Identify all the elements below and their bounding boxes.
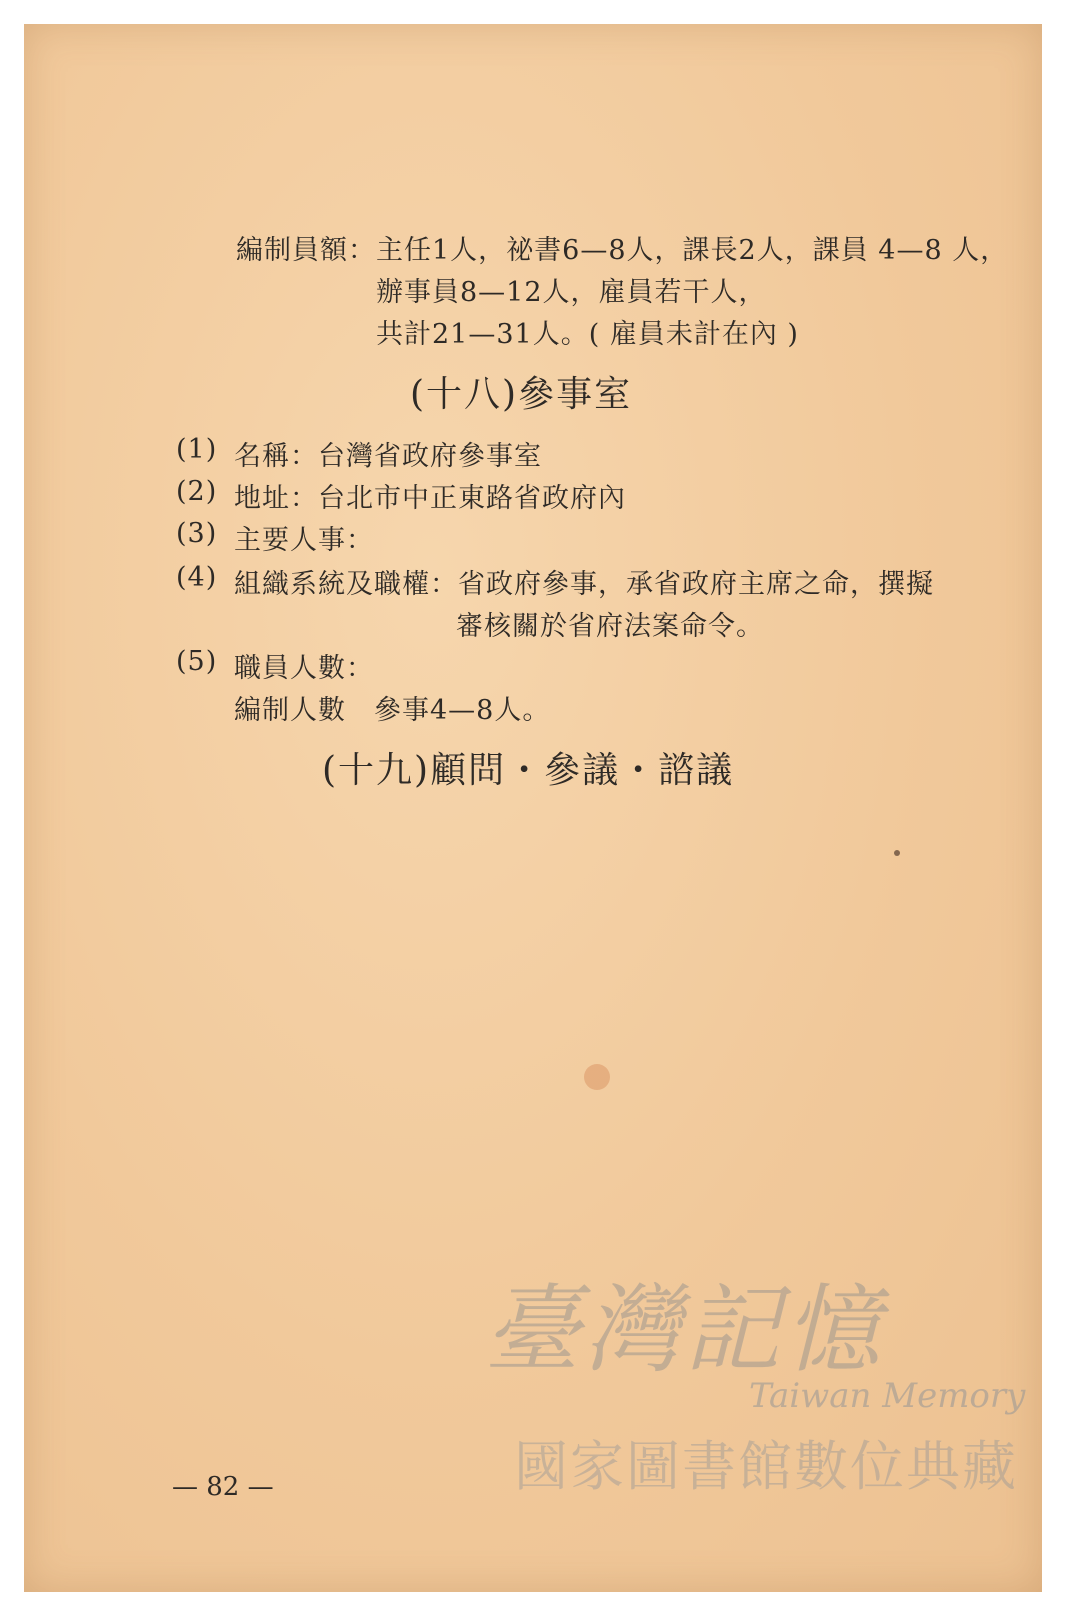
- item-2-text: 地址：台北市中正東路省政府內: [234, 483, 626, 514]
- quota-line-2: 辦事員8—12人，雇員若干人，: [376, 277, 767, 308]
- item-5-detail: 編制人數 參事4—8人。: [234, 695, 551, 726]
- paper-stain: [584, 1064, 610, 1090]
- item-3-text: 主要人事：: [234, 525, 374, 556]
- page-number: — 82 —: [172, 1472, 274, 1502]
- item-5-text: 職員人數：: [234, 653, 374, 684]
- watermark-chinese: 臺灣記憶: [484, 1274, 884, 1386]
- paper-speck: [894, 850, 900, 856]
- watermark-library: 國家圖書館數位典藏: [514, 1435, 1018, 1498]
- item-4-text-line-2: 審核關於省府法案命令。: [456, 611, 764, 642]
- item-4-text-line-1: 組織系統及職權：省政府參事，承省政府主席之命，撰擬: [234, 569, 934, 600]
- quota-line-1: 主任1人，祕書6—8人，課長2人，課員 4—8 人，: [376, 235, 1009, 266]
- item-1-text: 名稱：台灣省政府參事室: [234, 441, 542, 472]
- item-1-number: (1): [176, 434, 218, 465]
- item-3-number: (3): [176, 518, 218, 549]
- item-2-number: (2): [176, 476, 218, 507]
- quota-line-3: 共計21—31人。( 雇員未計在內 ): [376, 319, 799, 350]
- quota-label: 編制員額：: [236, 235, 376, 266]
- document-page: [24, 24, 1042, 1592]
- item-5-number: (5): [176, 646, 218, 677]
- section-19-title: (十九)顧問・參議・諮議: [322, 750, 735, 791]
- section-18-title: (十八)參事室: [410, 374, 633, 415]
- item-4-number: (4): [176, 562, 218, 593]
- watermark-english: Taiwan Memory: [749, 1376, 1026, 1416]
